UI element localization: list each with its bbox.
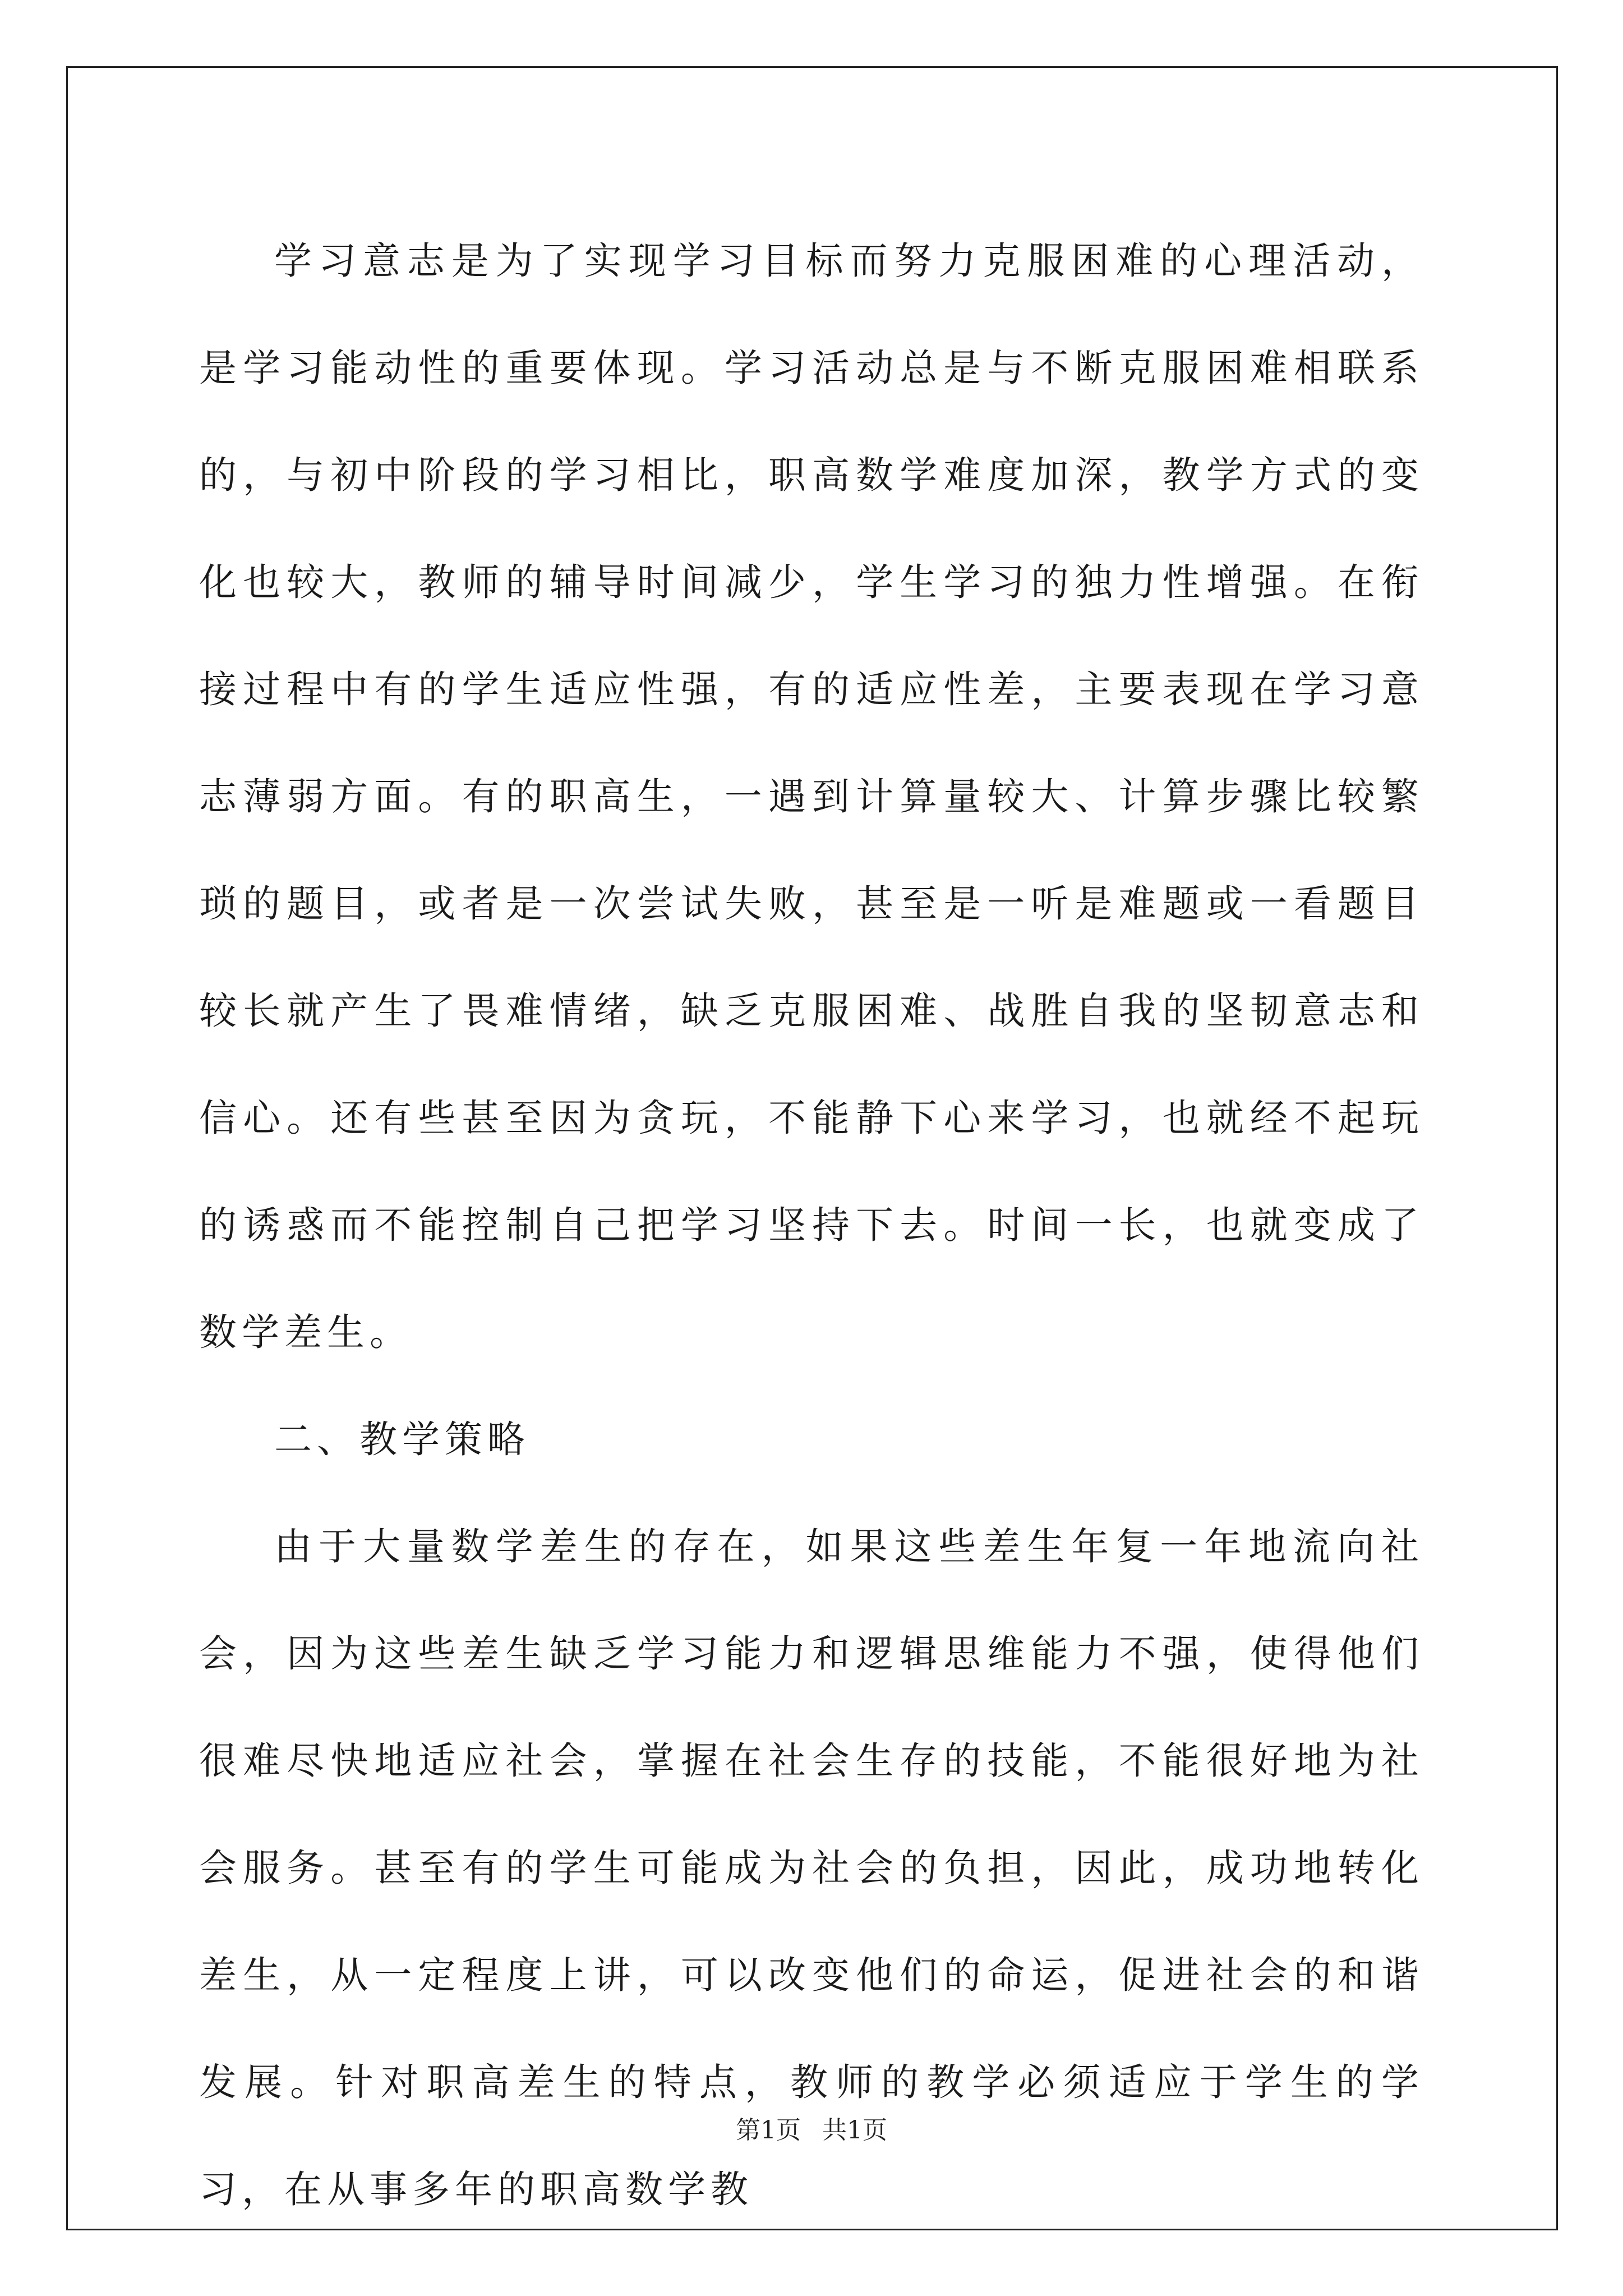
current-page-label: 第1页 — [736, 2116, 801, 2145]
paragraph-teaching-strategy: 由于大量数学差生的存在，如果这些差生年复一年地流向社会，因为这些差生缺乏学习能力和逻辑思维能力不强，使得他们很难尽快地适应社会，掌握在社会生存的技能，不能很好地为社会服务。甚至有的学生可能成为社会的负担，因此，成功地转化差生，从一定程度上讲，可以改变他们的命运，促进社会的和谐发展。针对职高差生的特点，教师的教学必须适应于学生的学习，在从事多年的职高数学教 — [199, 1525, 1424, 2211]
total-pages-label: 共1页 — [822, 2116, 887, 2145]
page-footer — [0, 2114, 1623, 2147]
paragraph-learning-will: 学习意志是为了实现学习目标而努力克服困难的心理活动，是学习能动性的重要体现。学习活动总是与不断克服困难相联系的，与初中阶段的学习相比，职高数学难度加深，教学方式的变化也较大，教师的辅导时间减少，学生学习的独力性增强。在衔接过程中有的学生适应性强，有的适应性差，主要表现在学习意志薄弱方面。有的职高生，一遇到计算量较大、计算步骤比较繁琐的题目，或者是一次尝试失败，甚至是一听是难题或一看题目较长就产生了畏难情绪，缺乏克服困难、战胜自我的坚韧意志和信心。还有些甚至因为贪玩，不能静下心来学习，也就经不起玩的诱惑而不能控制自己把学习坚持下去。时间一长，也就变成了数学差生。 — [199, 239, 1424, 1354]
section-heading-teaching-strategy: 二、教学策略 — [274, 1418, 530, 1461]
document-body — [199, 208, 1424, 2243]
